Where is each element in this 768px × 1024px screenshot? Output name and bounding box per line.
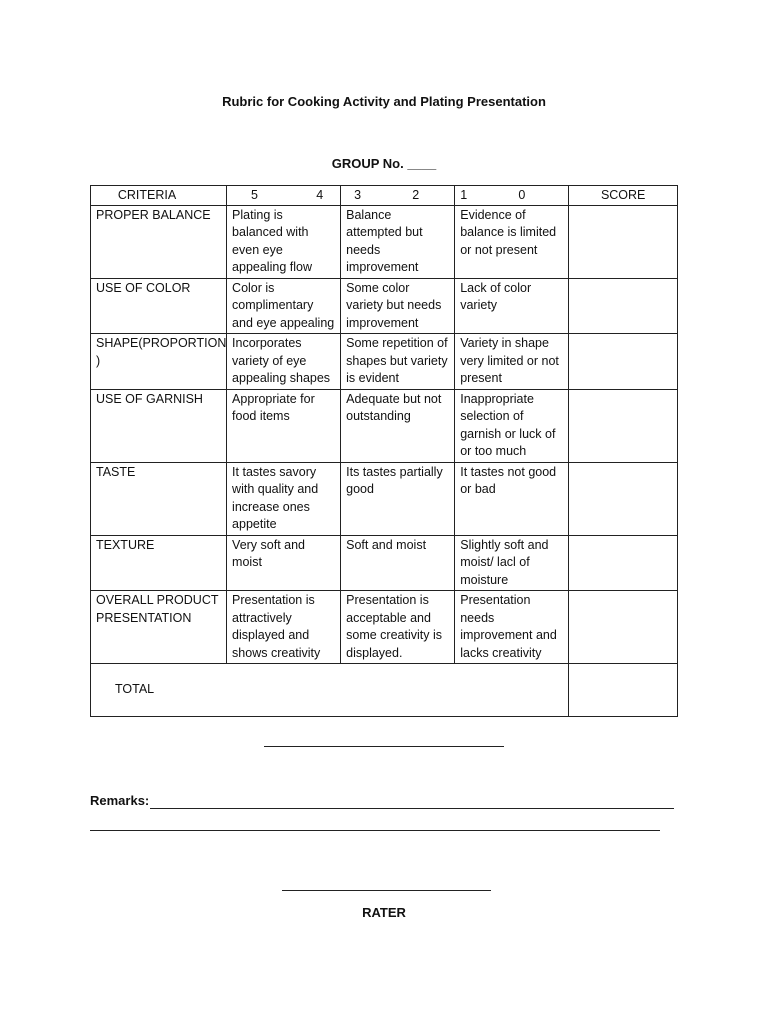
score-cell[interactable]: [569, 278, 678, 334]
criteria-cell: USE OF COLOR: [91, 278, 227, 334]
table-row: [91, 591, 678, 664]
header-level-1: 1: [460, 188, 468, 202]
header-score: SCORE: [569, 186, 678, 206]
header-level-0: 0: [518, 188, 526, 202]
header-criteria: CRITERIA: [91, 186, 227, 206]
rater-signature-line[interactable]: [282, 890, 491, 891]
table-row: [91, 389, 678, 462]
score-cell[interactable]: [569, 591, 678, 664]
total-label: TOTAL: [91, 664, 569, 717]
header-level-2: 2: [412, 188, 420, 202]
rubric-table: [90, 185, 678, 717]
table-row: [91, 535, 678, 591]
remarks-line-2[interactable]: [90, 830, 660, 831]
level-1-0-cell: It tastes not good or bad: [455, 462, 569, 535]
table-row: [91, 462, 678, 535]
level-3-2-cell: Soft and moist: [341, 535, 455, 591]
level-5-4-cell: Very soft and moist: [227, 535, 341, 591]
criteria-cell: USE OF GARNISH: [91, 389, 227, 462]
total-row: [91, 664, 678, 717]
level-5-4-cell: Incorporates variety of eye appealing shapes: [227, 334, 341, 390]
score-cell[interactable]: [569, 389, 678, 462]
table-header-row: [91, 186, 678, 206]
header-level-5-4: [227, 186, 341, 206]
level-3-2-cell: Adequate but not outstanding: [341, 389, 455, 462]
level-1-0-cell: Variety in shape very limited or not present: [455, 334, 569, 390]
level-3-2-cell: Presentation is acceptable and some creativity is displayed.: [341, 591, 455, 664]
level-5-4-cell: Plating is balanced with even eye appealing flow: [227, 205, 341, 278]
header-level-5: 5: [251, 188, 258, 202]
level-1-0-cell: Lack of color variety: [455, 278, 569, 334]
criteria-cell: PROPER BALANCE: [91, 205, 227, 278]
level-3-2-cell: Its tastes partially good: [341, 462, 455, 535]
level-1-0-cell: Presentation needs improvement and lacks creativity: [455, 591, 569, 664]
score-cell[interactable]: [569, 462, 678, 535]
table-row: [91, 334, 678, 390]
level-5-4-cell: Appropriate for food items: [227, 389, 341, 462]
level-5-4-cell: It tastes savory with quality and increase ones appetite: [227, 462, 341, 535]
header-level-4: 4: [316, 188, 324, 202]
remarks-label: Remarks:: [90, 793, 150, 808]
signature-line-top[interactable]: [264, 746, 504, 747]
table-row: [91, 278, 678, 334]
level-5-4-cell: Presentation is attractively displayed and shows creativity: [227, 591, 341, 664]
rater-label: RATER: [362, 905, 406, 920]
total-score-cell[interactable]: [569, 664, 678, 717]
score-cell[interactable]: [569, 334, 678, 390]
criteria-cell: OVERALL PRODUCT PRESENTATION: [91, 591, 227, 664]
level-1-0-cell: Slightly soft and moist/ lacl of moisture: [455, 535, 569, 591]
level-3-2-cell: Some repetition of shapes but variety is evident: [341, 334, 455, 390]
criteria-cell: TEXTURE: [91, 535, 227, 591]
criteria-cell: TASTE: [91, 462, 227, 535]
page-title: Rubric for Cooking Activity and Plating Presentation: [222, 94, 546, 109]
header-level-3-2: [341, 186, 455, 206]
table-row: [91, 205, 678, 278]
score-cell[interactable]: [569, 535, 678, 591]
criteria-cell: SHAPE(PROPORTION ): [91, 334, 227, 390]
level-3-2-cell: Balance attempted but needs improvement: [341, 205, 455, 278]
level-1-0-cell: Inappropriate selection of garnish or luck of or too much: [455, 389, 569, 462]
group-number-label: GROUP No. ____: [331, 156, 437, 171]
level-3-2-cell: Some color variety but needs improvement: [341, 278, 455, 334]
header-level-3: 3: [354, 188, 362, 202]
level-1-0-cell: Evidence of balance is limited or not present: [455, 205, 569, 278]
header-level-1-0: [455, 186, 569, 206]
score-cell[interactable]: [569, 205, 678, 278]
remarks-line-1[interactable]: [150, 808, 674, 809]
level-5-4-cell: Color is complimentary and eye appealing: [227, 278, 341, 334]
